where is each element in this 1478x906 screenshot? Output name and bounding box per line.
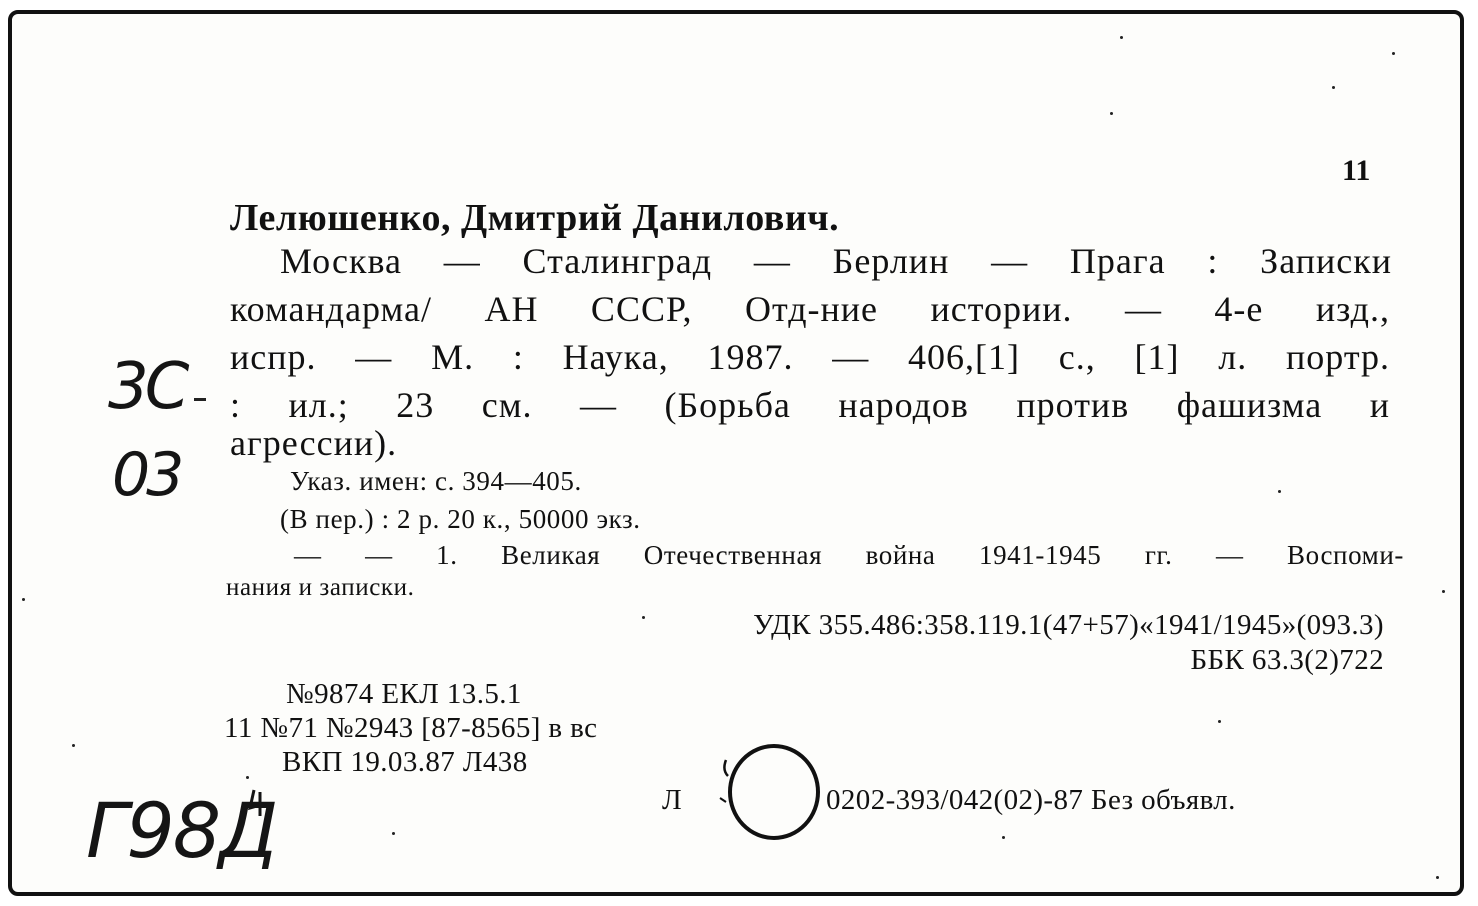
bbk-code: ББК 63.3(2)722 [1190, 644, 1384, 676]
card-number: 11 [1342, 154, 1371, 187]
ekl-number: №9874 ЕКЛ 13.5.1 [286, 678, 522, 710]
description-line-1: Москва — Сталинград — Берлин — Прага : Записки [280, 241, 1392, 281]
scan-speck [1110, 112, 1113, 115]
scan-speck [1002, 836, 1005, 839]
subject-line-1: — — 1. Великая Отечественная война 1941-1945 гг. — Воспоми- [294, 540, 1404, 570]
handwritten-shelf-mark-2: 03 [112, 440, 181, 510]
subject-line-2: нания и записки. [226, 574, 415, 601]
handwritten-shelf-mark-1: 3С [108, 350, 186, 424]
scan-speck [1278, 490, 1281, 493]
description-line-5: агрессии). [230, 423, 398, 463]
dash-mark [194, 398, 206, 401]
scan-speck [642, 616, 645, 619]
handwritten-superscript [246, 786, 286, 826]
scan-speck [72, 744, 75, 747]
description-line-2: командарма/ АН СССР, Отд-ние истории. — 4-е изд., [230, 289, 1390, 329]
scan-speck [392, 832, 395, 835]
scan-speck [246, 776, 249, 779]
vkp-line: ВКП 19.03.87 Л438 [282, 746, 528, 778]
order-line: 11 №71 №2943 [87-8565] в вс [224, 712, 598, 744]
code-suffix: 0202-393/042(02)-87 Без объявл. [826, 784, 1236, 816]
catalog-card [8, 10, 1464, 896]
index-note: Указ. имен: с. 394—405. [290, 466, 582, 496]
scan-speck [1442, 590, 1445, 593]
description-line-3: испр. — М. : Наука, 1987. — 406,[1] с., [1] л. портр. [230, 337, 1390, 377]
scan-speck [1436, 876, 1439, 879]
price-note: (В пер.) : 2 р. 20 к., 50000 экз. [280, 504, 641, 534]
scan-speck [1218, 720, 1221, 723]
hand-drawn-circle [702, 730, 832, 850]
scan-speck [1120, 36, 1123, 39]
description-line-4: : ил.; 23 см. — (Борьба народов против фашизма и [230, 385, 1390, 425]
code-prefix: Л [662, 784, 683, 816]
handwritten-inventory-mark: Г98Д [86, 786, 277, 875]
scan-speck [1392, 52, 1395, 55]
scan-speck [22, 598, 25, 601]
udk-code: УДК 355.486:358.119.1(47+57)«1941/1945»(093.3) [753, 609, 1384, 641]
author-heading: Лелюшенко, Дмитрий Данилович. [230, 197, 840, 239]
scan-speck [1332, 86, 1335, 89]
